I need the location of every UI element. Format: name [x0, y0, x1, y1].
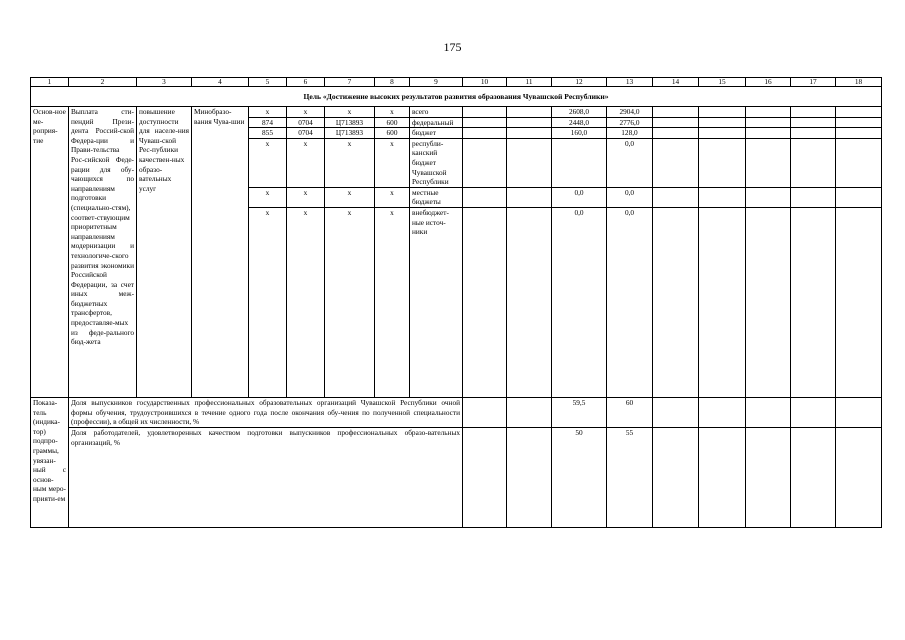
empty-cell — [836, 107, 882, 118]
csr-cell: x — [325, 207, 375, 397]
empty-cell — [791, 427, 836, 527]
table-row — [31, 107, 882, 118]
empty-cell — [791, 138, 836, 187]
empty-cell — [653, 397, 699, 427]
grbs-cell: x — [249, 138, 287, 187]
empty-cell — [699, 187, 746, 207]
indicator-row — [31, 427, 882, 527]
empty-cell — [507, 207, 552, 397]
value-col13: 0,0 — [607, 187, 653, 207]
source-cell: внебюджет-ные источ-ники — [410, 207, 463, 397]
empty-cell — [836, 207, 882, 397]
col-num: 17 — [791, 78, 836, 87]
rz-cell: 0704 — [287, 117, 325, 128]
page-number: 175 — [443, 40, 462, 54]
value-col12: 0,0 — [552, 187, 607, 207]
empty-cell — [699, 107, 746, 118]
empty-cell — [746, 107, 791, 118]
empty-cell — [836, 138, 882, 187]
empty-cell — [653, 207, 699, 397]
vr-cell: 600 — [375, 117, 410, 128]
empty-cell — [653, 187, 699, 207]
grbs-cell: 874 — [249, 117, 287, 128]
vr-cell: 600 — [375, 128, 410, 139]
col-num: 8 — [375, 78, 410, 87]
empty-cell — [653, 128, 699, 139]
vr-cell: x — [375, 187, 410, 207]
col-num: 15 — [699, 78, 746, 87]
event-name: Выплата сти-пендий Прези-дента Россий-ской Федера-ции и Прави-тельства Рос-сийской Феде-рации для обу-чающихся по направлениям подготовки (специально-стям), соответ-ствующим приоритетным направлениям модернизации и технологиче-ского развития экономики Российской Федерации, за счет иных меж-бюджетных трансфертов, предоставляе-мых из феде-рального бюд-жета — [69, 107, 137, 398]
empty-cell — [746, 187, 791, 207]
value-col12: 160,0 — [552, 128, 607, 139]
indicator-label: Показа-тель (индика-тор) подпро-граммы, увязан-ный с основ-ным меро-прияти-ем — [31, 397, 69, 527]
source-cell: бюджет — [410, 128, 463, 139]
empty-cell — [507, 107, 552, 118]
rz-cell: x — [287, 107, 325, 118]
column-number-row — [31, 78, 882, 87]
empty-cell — [746, 427, 791, 527]
col-num: 12 — [552, 78, 607, 87]
empty-cell — [836, 187, 882, 207]
empty-cell — [507, 128, 552, 139]
source-cell: всего — [410, 107, 463, 118]
col-num: 16 — [746, 78, 791, 87]
indicator-row — [31, 397, 882, 427]
col-num: 10 — [463, 78, 507, 87]
empty-cell — [653, 138, 699, 187]
empty-cell — [699, 207, 746, 397]
empty-cell — [463, 397, 507, 427]
empty-cell — [791, 128, 836, 139]
empty-cell — [463, 427, 507, 527]
empty-cell — [463, 138, 507, 187]
empty-cell — [746, 117, 791, 128]
value-col13: 0,0 — [607, 207, 653, 397]
value-col13: 0,0 — [607, 138, 653, 187]
col-num: 13 — [607, 78, 653, 87]
empty-cell — [507, 397, 552, 427]
empty-cell — [791, 207, 836, 397]
col-num: 11 — [507, 78, 552, 87]
value-col12: 2448,0 — [552, 117, 607, 128]
event-executor: Минобразо-вания Чува-шии — [192, 107, 249, 398]
event-goal: повышение доступности для населе-ния Чуваш-ской Рес-публики качествен-ных образо-вательных услуг — [137, 107, 192, 398]
event-type: Основ-ное ме-роприя-тие — [31, 107, 69, 398]
empty-cell — [699, 117, 746, 128]
empty-cell — [463, 107, 507, 118]
rz-cell: x — [287, 207, 325, 397]
source-cell: местные бюджеты — [410, 187, 463, 207]
col-num: 18 — [836, 78, 882, 87]
indicator-text: Доля выпускников государственных профессиональных образовательных организаций Чувашской Республики очной формы обучения, трудоустроившихся в течение одного года после окончания обу-чения по полученной специальности (профессии), в общей их численности, % — [69, 397, 463, 427]
grbs-cell: 855 — [249, 128, 287, 139]
col-num: 1 — [31, 78, 69, 87]
goal-row — [31, 87, 882, 107]
vr-cell: x — [375, 207, 410, 397]
empty-cell — [507, 117, 552, 128]
empty-cell — [699, 397, 746, 427]
vr-cell: x — [375, 107, 410, 118]
col-num: 2 — [69, 78, 137, 87]
empty-cell — [746, 138, 791, 187]
empty-cell — [836, 397, 882, 427]
csr-cell: x — [325, 107, 375, 118]
indicator-col13: 55 — [607, 427, 653, 527]
empty-cell — [746, 207, 791, 397]
indicator-col12: 50 — [552, 427, 607, 527]
empty-cell — [836, 117, 882, 128]
empty-cell — [463, 207, 507, 397]
empty-cell — [699, 128, 746, 139]
empty-cell — [791, 107, 836, 118]
empty-cell — [746, 397, 791, 427]
col-num: 9 — [410, 78, 463, 87]
vr-cell: x — [375, 138, 410, 187]
rz-cell: x — [287, 187, 325, 207]
goal-title: Цель «Достижение высоких результатов развития образования Чувашской Республики» — [31, 87, 882, 107]
empty-cell — [507, 187, 552, 207]
budget-table — [30, 77, 882, 528]
empty-cell — [746, 128, 791, 139]
grbs-cell: x — [249, 107, 287, 118]
csr-cell: x — [325, 138, 375, 187]
value-col12: 2608,0 — [552, 107, 607, 118]
indicator-text: Доля работодателей, удовлетворенных качеством подготовки выпускников профессиональных образо-вательных организаций, % — [69, 427, 463, 527]
value-col13: 2904,0 — [607, 107, 653, 118]
value-col13: 2776,0 — [607, 117, 653, 128]
col-num: 14 — [653, 78, 699, 87]
empty-cell — [791, 187, 836, 207]
col-num: 3 — [137, 78, 192, 87]
empty-cell — [836, 128, 882, 139]
col-num: 7 — [325, 78, 375, 87]
col-num: 6 — [287, 78, 325, 87]
empty-cell — [463, 128, 507, 139]
indicator-col12: 59,5 — [552, 397, 607, 427]
empty-cell — [653, 117, 699, 128]
empty-cell — [463, 187, 507, 207]
empty-cell — [836, 427, 882, 527]
empty-cell — [507, 427, 552, 527]
rz-cell: 0704 — [287, 128, 325, 139]
empty-cell — [653, 427, 699, 527]
csr-cell: Ц713893 — [325, 117, 375, 128]
col-num: 5 — [249, 78, 287, 87]
col-num: 4 — [192, 78, 249, 87]
source-cell: республи-канский бюджет Чувашской Республики — [410, 138, 463, 187]
grbs-cell: x — [249, 207, 287, 397]
empty-cell — [507, 138, 552, 187]
csr-cell: Ц713893 — [325, 128, 375, 139]
csr-cell: x — [325, 187, 375, 207]
indicator-col13: 60 — [607, 397, 653, 427]
grbs-cell: x — [249, 187, 287, 207]
empty-cell — [699, 427, 746, 527]
source-cell: федеральный — [410, 117, 463, 128]
value-col12: 0,0 — [552, 207, 607, 397]
rz-cell: x — [287, 138, 325, 187]
empty-cell — [791, 397, 836, 427]
empty-cell — [463, 117, 507, 128]
empty-cell — [791, 117, 836, 128]
empty-cell — [653, 107, 699, 118]
value-col12 — [552, 138, 607, 187]
empty-cell — [699, 138, 746, 187]
value-col13: 128,0 — [607, 128, 653, 139]
